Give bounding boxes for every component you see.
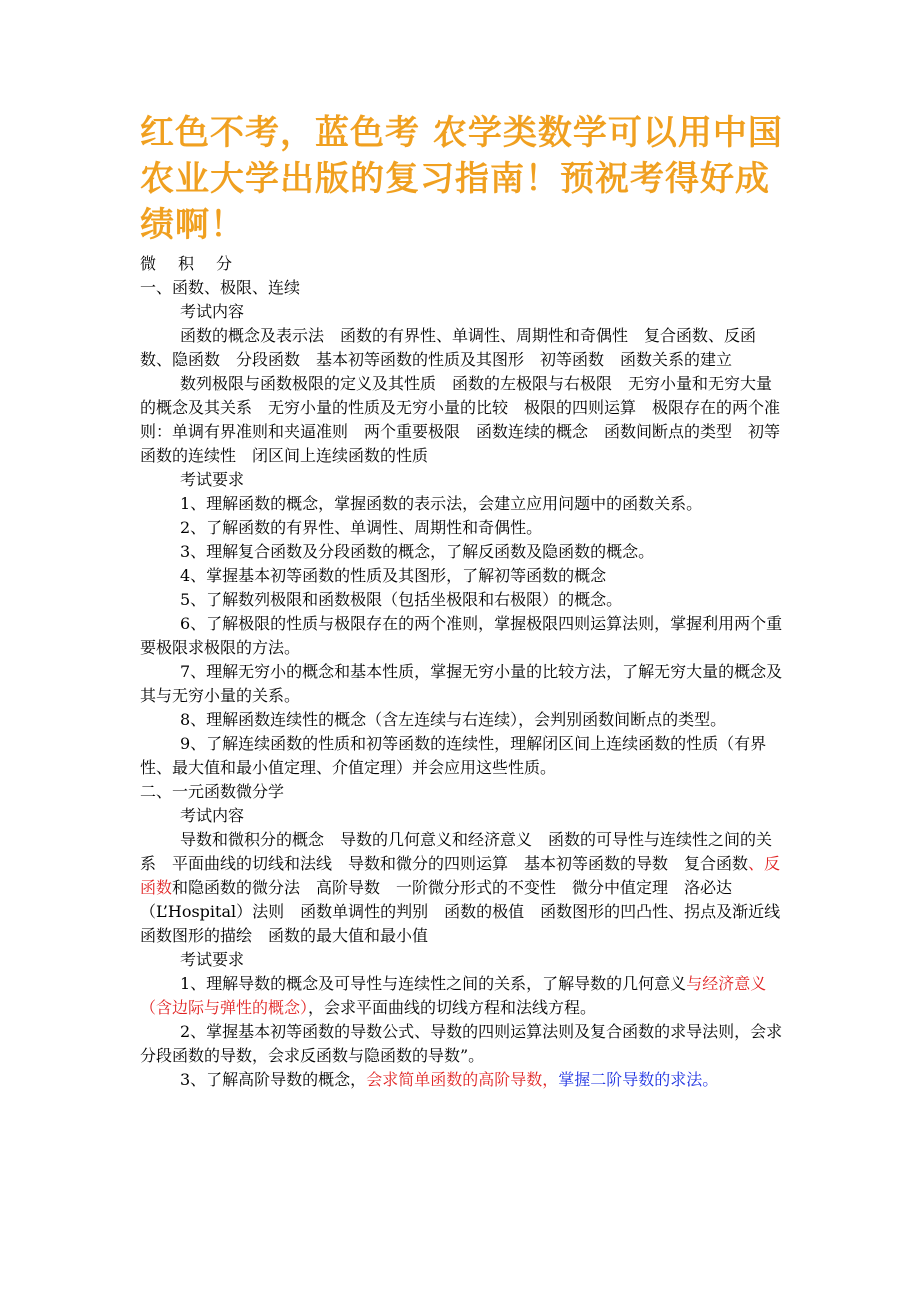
paragraph: [140, 780, 785, 804]
paragraph: [140, 948, 785, 972]
paragraph: [140, 468, 785, 492]
text-segment: 函数的概念及表示法 函数的有界性、单调性、周期性和奇偶性 复合函数、反函数、隐函数 分段函数 基本初等函数的性质及其图形 初等函数 函数关系的建立: [140, 326, 757, 369]
text-segment: 考试内容: [180, 806, 245, 825]
paragraph: [140, 732, 785, 780]
paragraph: [140, 276, 785, 300]
paragraph: [140, 492, 785, 516]
paragraph: [140, 564, 785, 588]
paragraph: [140, 252, 785, 276]
text-segment: 2、掌握基本初等函数的导数公式、导数的四则运算法则及复合函数的求导法则，会求分段函数的导数，会求反函数与隐函数的导数”。: [140, 1022, 783, 1065]
text-segment: 5、了解数列极限和函数极限（包括坐极限和右极限）的概念。: [180, 590, 623, 609]
paragraph: [140, 540, 785, 564]
paragraph: [140, 324, 785, 372]
text-segment: 考试要求: [180, 470, 245, 489]
text-segment: 8、理解函数连续性的概念（含左连续与右连续），会判别函数间断点的类型。: [180, 710, 727, 729]
text-segment: 会求简单函数的高阶导数，: [366, 1070, 559, 1089]
paragraph: [140, 612, 785, 660]
text-segment: 和隐函数的微分法 高阶导数 一阶微分形式的不变性 微分中值定理 洛必达（L’Hospital）法则 函数单调性的判别 函数的极值 函数图形的凹凸性、拐点及渐近线 函数图形的描绘 函数的最大值和最小值: [140, 878, 797, 945]
text-segment: 1、理解函数的概念，掌握函数的表示法，会建立应用问题中的函数关系。: [180, 494, 703, 513]
document-page: [140, 110, 797, 1092]
paragraph: [140, 588, 785, 612]
text-segment: 1、理解导数的概念及可导性与连续性之间的关系，了解导数的几何意义: [180, 974, 687, 993]
text-segment: 数列极限与函数极限的定义及其性质 函数的左极限与右极限 无穷小量和无穷大量的概念及其关系 无穷小量的性质及无穷小量的比较 极限的四则运算 极限存在的两个准则：单调有界准则和夹逼准则 两个重要极限 函数连续的概念 函数间断点的类型 初等函数的连续性 闭区间上连续函数的性质: [140, 374, 781, 465]
paragraph: [140, 516, 785, 540]
text-segment: 二、一元函数微分学: [140, 782, 285, 801]
text-segment: 微积分: [140, 254, 255, 273]
text-segment: 9、了解连续函数的性质和初等函数的连续性，理解闭区间上连续函数的性质（有界性、最大值和最小值定理、介值定理）并会应用这些性质。: [140, 734, 767, 777]
paragraph: [140, 1068, 785, 1092]
text-segment: 7、理解无穷小的概念和基本性质，掌握无穷小量的比较方法，了解无穷大量的概念及其与无穷小量的关系。: [140, 662, 783, 705]
paragraph: [140, 708, 785, 732]
page-title: 红色不考，蓝色考 农学类数学可以用中国农业大学出版的复习指南！预祝考得好成绩啊！: [140, 113, 783, 245]
document-body: [140, 252, 797, 1092]
text-segment: 考试内容: [180, 302, 245, 321]
text-segment: 3、了解高阶导数的概念，: [180, 1070, 367, 1089]
text-segment: 掌握二阶导数的求法。: [558, 1070, 719, 1089]
text-segment: 2、了解函数的有界性、单调性、周期性和奇偶性。: [180, 518, 543, 537]
text-segment: 考试要求: [180, 950, 245, 969]
paragraph: [140, 804, 785, 828]
paragraph: [140, 972, 785, 1020]
text-segment: 4、掌握基本初等函数的性质及其图形，了解初等函数的概念: [180, 566, 607, 585]
paragraph: [140, 300, 785, 324]
paragraph: [140, 828, 797, 948]
text-segment: 导数和微积分的概念 导数的几何意义和经济意义 函数的可导性与连续性之间的关系 平面曲线的切线和法线 导数和微分的四则运算 基本初等函数的导数 复合函数: [140, 830, 773, 873]
text-segment: 6、了解极限的性质与极限存在的两个准则，掌握极限四则运算法则，掌握利用两个重要极限求极限的方法。: [140, 614, 783, 657]
text-segment: 、反函数: [140, 854, 781, 897]
text-segment: ，会求平面曲线的切线方程和法线方程。: [308, 998, 597, 1017]
text-segment: 与经济意义（含边际与弹性的概念）: [140, 974, 767, 1017]
text-segment: 3、理解复合函数及分段函数的概念，了解反函数及隐函数的概念。: [180, 542, 655, 561]
paragraph: [140, 1020, 785, 1068]
paragraph: [140, 372, 785, 468]
paragraph: [140, 660, 785, 708]
text-segment: 一、函数、极限、连续: [140, 278, 301, 297]
